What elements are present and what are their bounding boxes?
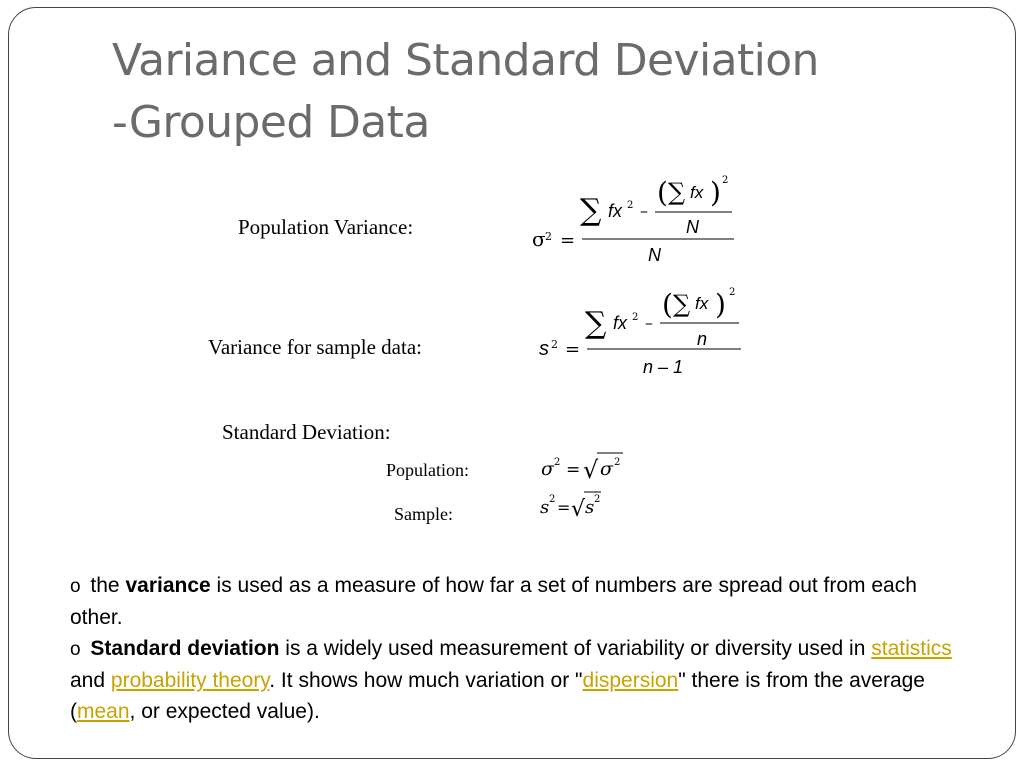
bullet-marker: o xyxy=(70,576,81,597)
equals-sign: = xyxy=(565,339,581,360)
outer-exponent: 2 xyxy=(722,175,729,186)
minus-sign: – xyxy=(640,201,648,220)
formula-sample-std xyxy=(535,487,625,523)
exponent: 2 xyxy=(551,338,558,351)
bullet-marker: o xyxy=(70,639,81,660)
formula-sample-variance xyxy=(525,283,755,383)
label-sample-variance: Variance for sample data: xyxy=(208,335,422,359)
exponent: 2 xyxy=(554,457,561,468)
fx-term: fx xyxy=(608,201,623,221)
fx-exponent: 2 xyxy=(627,200,634,211)
inner-exponent: 2 xyxy=(594,494,601,505)
s-symbol: s xyxy=(539,338,549,360)
text-pre: the xyxy=(90,574,120,597)
close-paren: ) xyxy=(710,176,721,209)
text-3: . It shows how much variation or " xyxy=(269,669,583,692)
title-line-2: -Grouped Data xyxy=(112,97,430,148)
text-4: " there is from the average ( xyxy=(70,669,925,723)
open-paren: ( xyxy=(657,176,668,209)
inner-denominator: N xyxy=(686,217,699,237)
label-sample: Sample: xyxy=(394,504,453,524)
fx-exponent: 2 xyxy=(632,312,639,323)
s-symbol: s xyxy=(540,497,550,518)
body-text xyxy=(70,570,970,727)
label-population: Population: xyxy=(386,460,470,480)
minus-sign: – xyxy=(645,313,653,332)
title-line-1: Variance and Standard Deviation xyxy=(112,35,819,86)
slide-title xyxy=(112,30,912,154)
link-dispersion[interactable]: dispersion xyxy=(582,669,679,692)
main-denominator: N xyxy=(648,245,661,265)
radical-sign: √ xyxy=(571,497,586,522)
text-1: is a widely used measurement of variability or diversity used in xyxy=(285,637,866,660)
inner-s: s xyxy=(585,497,595,518)
equals-sign: = xyxy=(566,460,581,480)
label-standard-deviation: Standard Deviation: xyxy=(222,420,391,444)
inner-fx-term: fx xyxy=(690,183,704,202)
exponent: 2 xyxy=(545,230,552,243)
text-2: and xyxy=(70,669,106,692)
bullet-standard-deviation xyxy=(70,633,970,727)
equals-sign: = xyxy=(560,230,576,251)
inner-denominator: n xyxy=(697,329,708,349)
exponent: 2 xyxy=(549,494,556,505)
sum-symbol: ∑ xyxy=(585,306,607,341)
inner-exponent: 2 xyxy=(614,457,621,468)
sigma-symbol: σ xyxy=(532,227,546,251)
text-rest: is used as a measure of how far a set of numbers are spread out from each other. xyxy=(70,574,917,629)
link-mean[interactable]: mean xyxy=(77,700,130,723)
text-5: , or expected value). xyxy=(129,700,320,723)
close-paren: ) xyxy=(715,288,726,321)
inner-sum-symbol: ∑ xyxy=(668,178,686,206)
formula-population-variance xyxy=(520,170,750,270)
inner-sum-symbol: ∑ xyxy=(673,290,691,318)
inner-sigma: σ xyxy=(600,458,613,480)
link-probability-theory[interactable]: probability theory xyxy=(110,669,270,692)
radical-sign: √ xyxy=(583,456,599,484)
sigma-symbol: σ xyxy=(541,458,554,480)
formula-population-std xyxy=(535,448,635,484)
fx-term: fx xyxy=(613,313,628,333)
term-standard-deviation: Standard deviation xyxy=(90,637,280,660)
open-paren: ( xyxy=(662,288,673,321)
inner-fx-term: fx xyxy=(695,294,709,313)
sum-symbol: ∑ xyxy=(580,193,602,228)
outer-exponent: 2 xyxy=(729,287,736,298)
bullet-variance xyxy=(70,570,970,633)
label-population-variance: Population Variance: xyxy=(238,215,414,239)
link-statistics[interactable]: statistics xyxy=(871,637,952,660)
term-variance: variance xyxy=(125,574,211,597)
equals-sign: = xyxy=(557,498,571,517)
main-denominator: n – 1 xyxy=(643,357,684,377)
